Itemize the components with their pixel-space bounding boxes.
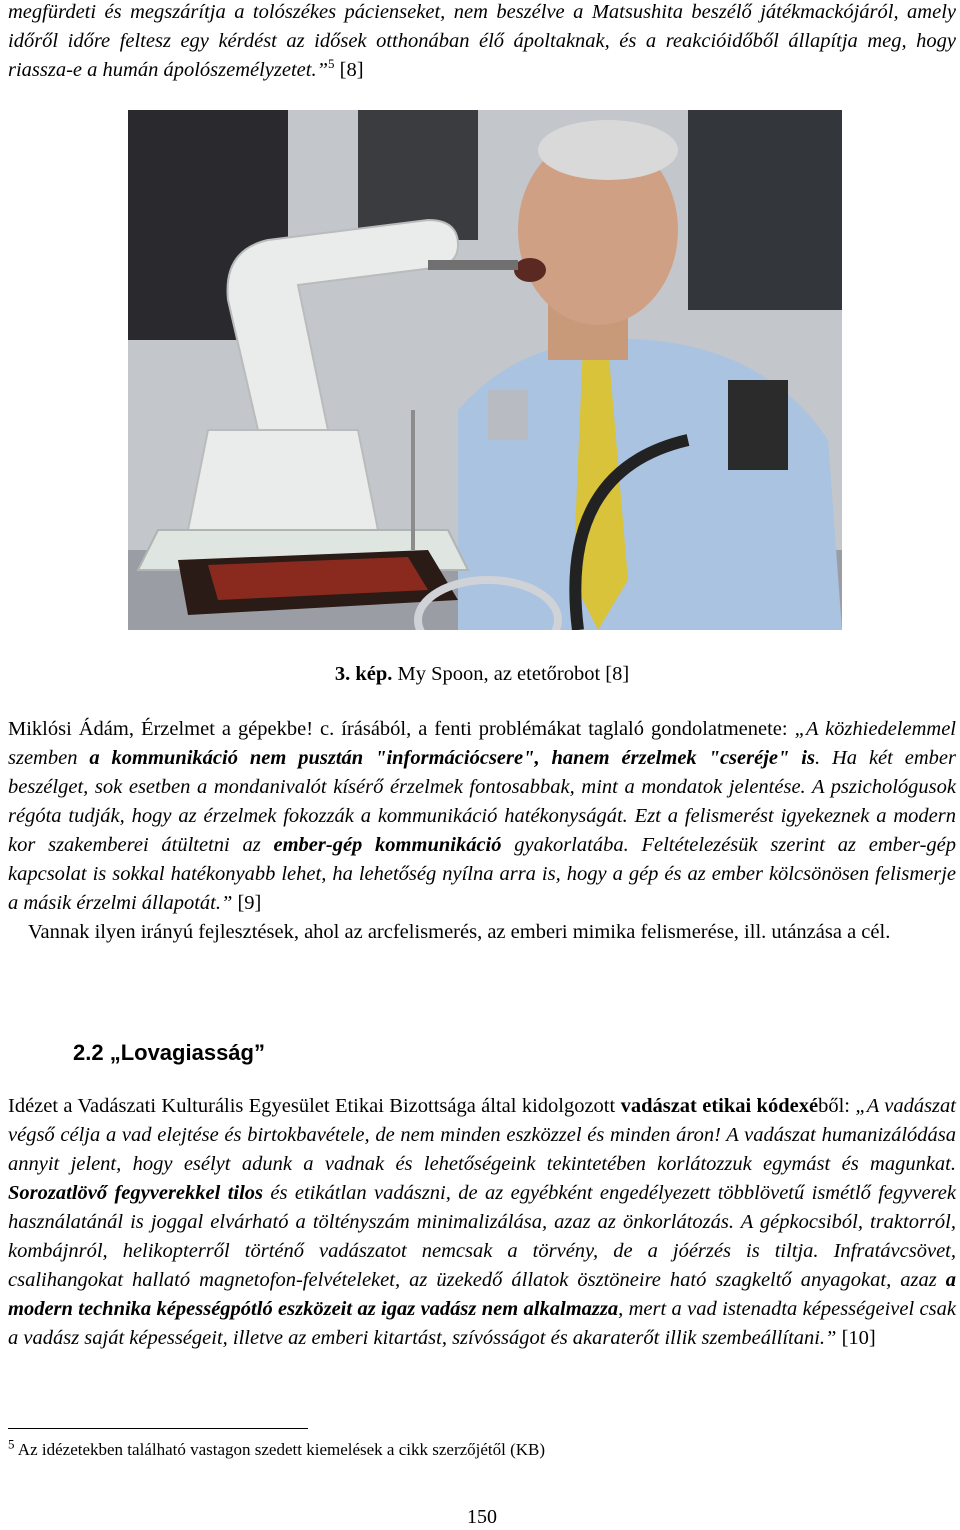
robot-spoon bbox=[428, 260, 518, 270]
caption-label: 3. kép. bbox=[334, 663, 393, 685]
caption-text: My Spoon, az etetőrobot [8] bbox=[392, 663, 630, 685]
body-section-1 bbox=[8, 715, 956, 947]
para3-intro-end: ből: bbox=[818, 1095, 856, 1117]
para1-quote-start: „A közhiedelemmel szemben bbox=[8, 718, 956, 769]
intro-reference: [8] bbox=[334, 59, 364, 81]
para1-emphasis-hci: ember-gép kommunikáció bbox=[273, 834, 502, 856]
robot-column bbox=[188, 430, 378, 530]
para3-reference: [10] bbox=[836, 1327, 876, 1349]
intro-quote: megfürdeti és megszárítja a tolószékes pácienseket, nem beszélve a Matsushita beszélő játékmackójáról, amely időről időre feltesz egy kérdést az idősek otthonában élő ápoltaknak, és a reakcióidőből állapítja meg, hogy riassza-e a humán ápolószemélyzetet.” bbox=[8, 1, 956, 81]
open-mouth bbox=[514, 258, 546, 282]
para3-emphasis-weapons: Sorozatlövő fegyverekkel tilos bbox=[8, 1182, 264, 1204]
para3-quote-start: „A vadászat végső célja a vad elejtése és birtokbavétele, de nem minden eszközzel és minden áron! A vadászat humanizálódása annyit jelent, hogy esélyt adunk a vadnak és lehetőségeink tekintetében korlátozzuk egymást és magunkat. bbox=[8, 1095, 956, 1175]
para3-emphasis-codex: vadászat etikai kódexé bbox=[620, 1095, 819, 1117]
footnote-marker[interactable]: 5 bbox=[328, 56, 335, 72]
para3-emphasis-technology: a modern technika képességpótló eszközeit az igaz vadász nem alkalmazza bbox=[8, 1269, 956, 1320]
body-section-2 bbox=[8, 1092, 956, 1353]
footnote-text: Az idézetekben található vastagon szedett kiemelések a cikk szerzőjétől (KB) bbox=[14, 1440, 546, 1459]
hair bbox=[538, 120, 678, 180]
paragraph-hunting-ethics bbox=[8, 1092, 956, 1353]
para1-reference: [9] bbox=[232, 892, 262, 914]
para3-quote bbox=[8, 1095, 956, 1349]
para3-quote-end: , mert a vad istenadta képességeivel csak a vadász saját képességeit, illetve az emberi kitartást, szívósságot és akaraterőt illik szembeállítani.” bbox=[8, 1298, 956, 1349]
section-heading: 2.2 „Lovagiasság” bbox=[73, 1040, 265, 1065]
footnote-rule bbox=[8, 1428, 308, 1429]
paragraph-face-recognition: Vannak ilyen irányú fejlesztések, ahol az arcfelismerés, az emberi mimika felismerése, ill. utánzása a cél. bbox=[28, 921, 891, 943]
para1-quote bbox=[8, 718, 956, 914]
my-spoon-photo bbox=[128, 110, 842, 630]
robot-feeding-illustration bbox=[128, 110, 842, 630]
para3-intro: Idézet a Vadászati Kulturális Egyesület Etikai Bizottsága által kidolgozott bbox=[8, 1095, 621, 1117]
para1-emphasis-communication: a kommunikáció nem pusztán "információcsere", hanem érzelmek "cseréje" is bbox=[89, 747, 815, 769]
para3-quote-mid: és etikátlan vadászni, de az egyébként engedélyezett többlövetű ismétlő fegyverek használatánál is joggal elvárható a töltényszám minimalizálása, azaz az önkorlátozás. A gépkocsiból, traktorról, kombájnról, helikopterről történő vadászatot nemcsak a törvény, de a jóérzés is tiltja. Infratávcsövet, csalihangokat hallató magnetofon-felvételeket, az üzekedő állatok ösztöneire ható szagkeltő anyagokat, azaz bbox=[8, 1182, 956, 1291]
intro-paragraph bbox=[8, 0, 956, 85]
paragraph-emotions bbox=[8, 715, 956, 918]
page-number: 150 bbox=[467, 1506, 497, 1528]
controller-device bbox=[728, 380, 788, 470]
para1-quote-end: gyakorlatába. Feltételezésük szerint az ember-gép kapcsolat is sokkal hatékonyabb lehet, ha lehetőség nyílna arra is, hogy a gép és az ember kölcsönösen felismerje a másik érzelmi állapotát.” bbox=[8, 834, 956, 914]
chin-switch bbox=[488, 390, 528, 440]
footnote bbox=[8, 1438, 545, 1462]
para1-quote-mid: . Ha két ember beszélget, sok esetben a mondanivalót kísérő érzelmek fontosabbak, mint a mondatok jelentése. A pszichológusok régóta tudják, hogy az érzelmek fokozzák a kommunikáció hatékonyságát. Ezt a felismerést igyekeznek a modern kor szakemberei átültetni az bbox=[8, 747, 956, 856]
figure-caption bbox=[8, 660, 956, 689]
para1-intro: Miklósi Ádám, Érzelmet a gépekbe! c. írásából, a fenti problémákat taglaló gondolatmenete: bbox=[8, 718, 795, 740]
footnote-number: 5 bbox=[8, 1436, 15, 1452]
background-person-right bbox=[688, 110, 842, 310]
